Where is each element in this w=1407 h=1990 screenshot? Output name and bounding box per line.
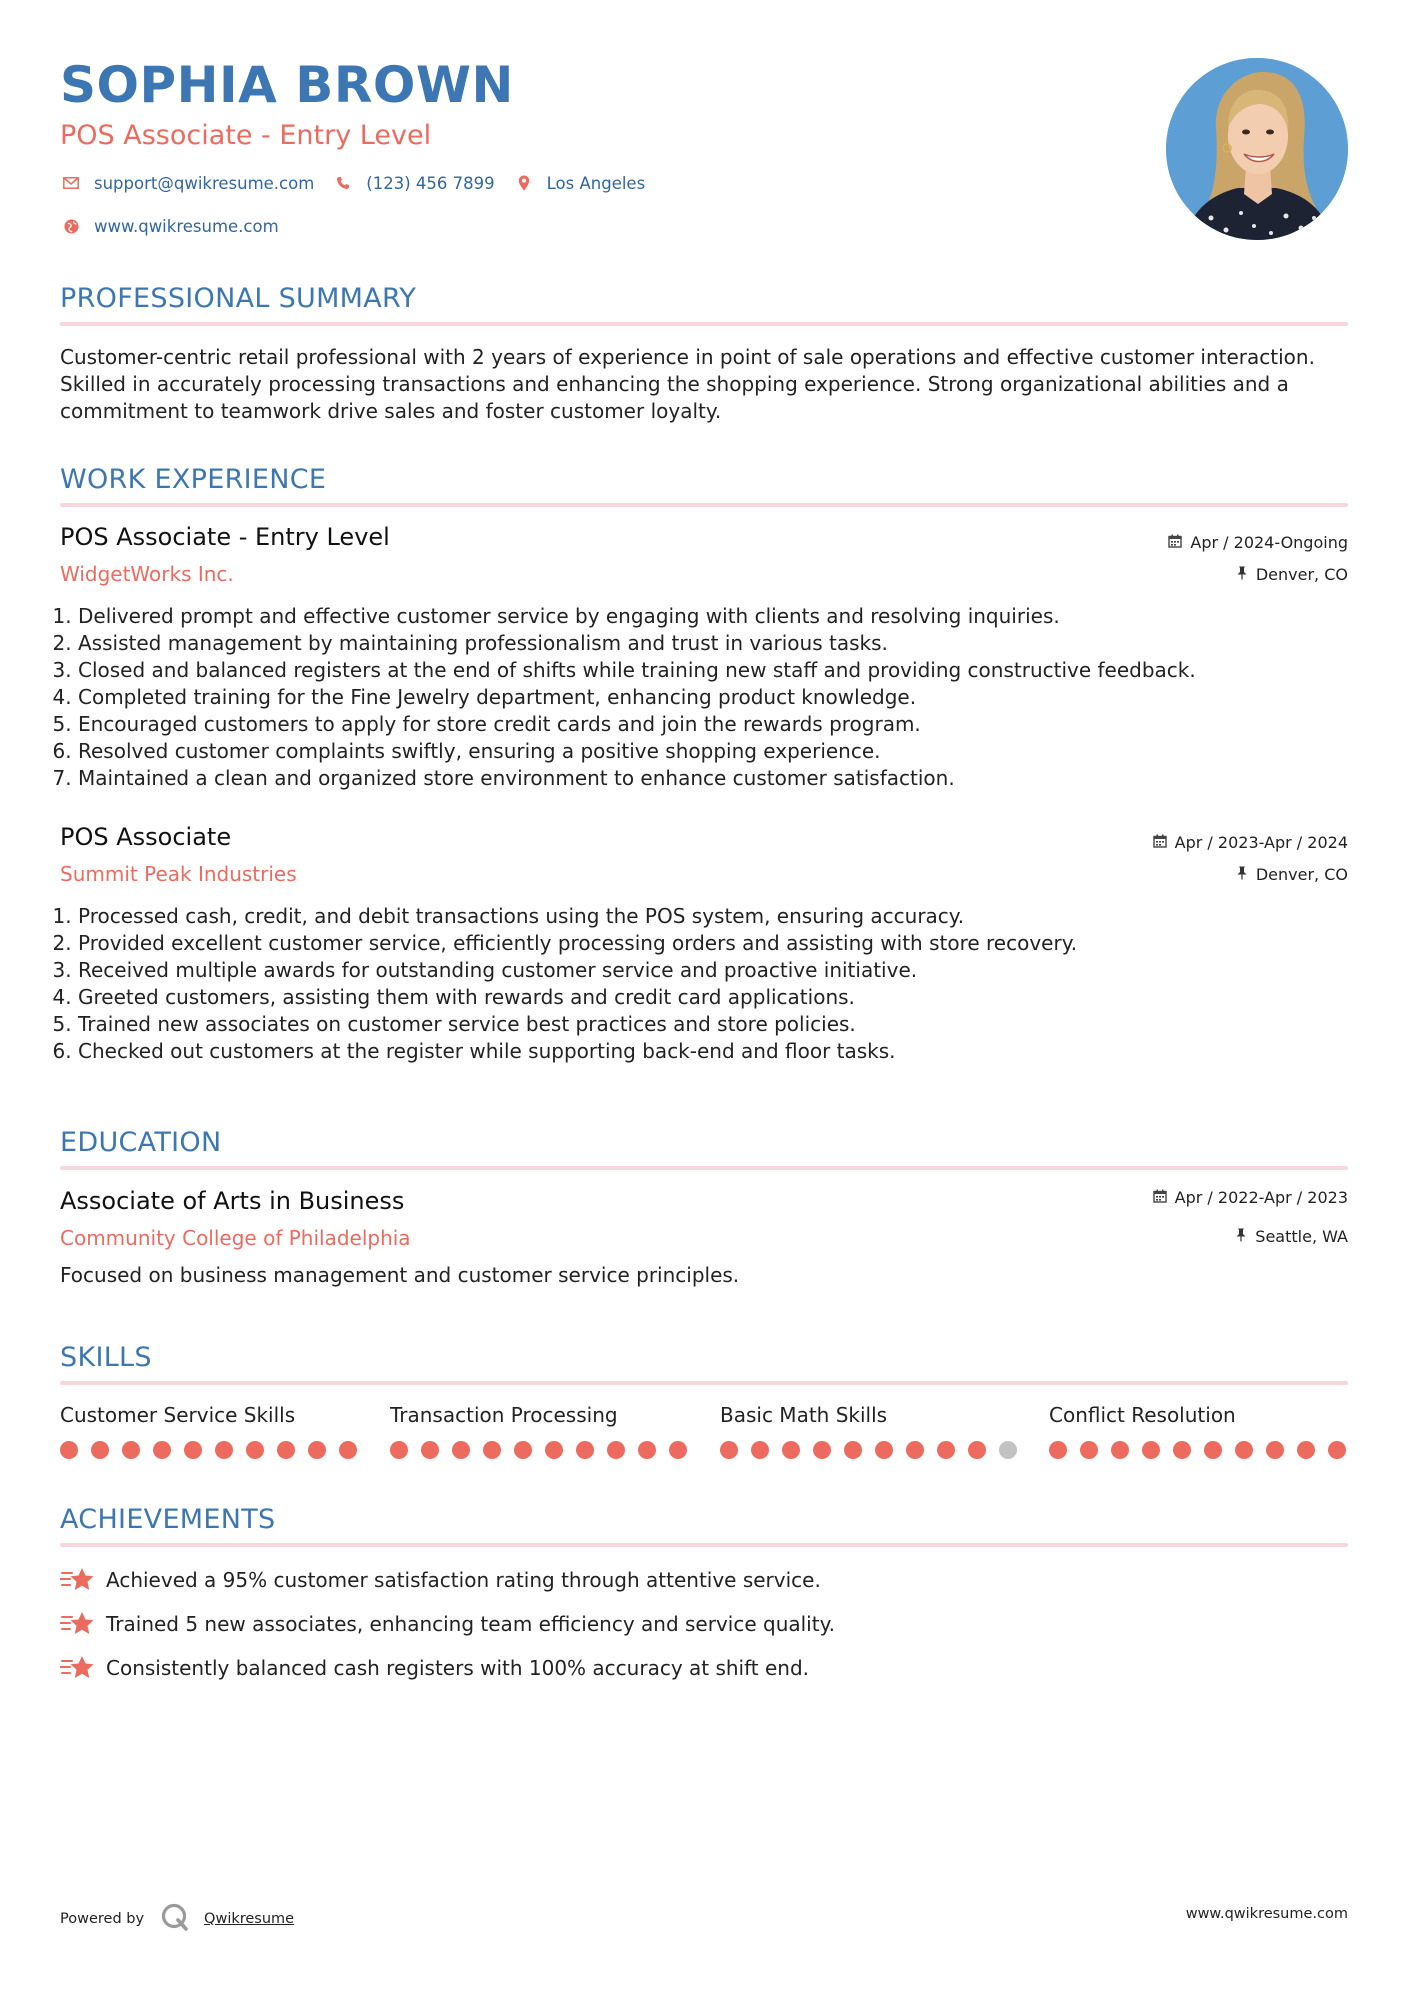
list-item: 4. Greeted customers, assisting them with rewards and credit card applications. xyxy=(78,984,1348,1011)
rating-dot-filled xyxy=(607,1441,625,1459)
skill-label: Transaction Processing xyxy=(390,1403,618,1427)
rating-dot-filled xyxy=(813,1441,831,1459)
summary-heading: PROFESSIONAL SUMMARY xyxy=(60,283,417,314)
achievements-section-header xyxy=(60,1504,1348,1547)
list-item: 2. Provided excellent customer service, efficiently processing orders and assisting with store recovery. xyxy=(78,930,1348,957)
rating-dot-filled xyxy=(782,1441,800,1459)
rating-dot-filled xyxy=(215,1441,233,1459)
rating-dot-filled xyxy=(669,1441,687,1459)
calendar-icon xyxy=(1153,1189,1167,1207)
location-text: Los Angeles xyxy=(546,173,646,193)
shooting-star-icon xyxy=(60,1653,96,1683)
list-item: 1. Processed cash, credit, and debit transactions using the POS system, ensuring accuracy. xyxy=(78,903,1348,930)
summary-text: Customer-centric retail professional with 2 years of experience in point of sale operations and effective customer interaction. Skilled in accurately processing transactions and enhancing the shopping experience. Strong organizational abilities and a commitment to teamwork drive sales and foster customer loyalty. xyxy=(60,345,1315,423)
list-item: 3. Received multiple awards for outstanding customer service and proactive initiative. xyxy=(78,957,1348,984)
dates-text: Apr / 2022-Apr / 2023 xyxy=(1174,1188,1348,1207)
rating-dot-filled xyxy=(514,1441,532,1459)
skill-label: Customer Service Skills xyxy=(60,1403,296,1427)
dates-text: Apr / 2023-Apr / 2024 xyxy=(1174,833,1348,852)
job-bullet-list xyxy=(60,903,1348,1065)
rating-dot-filled xyxy=(968,1441,986,1459)
list-item: 7. Maintained a clean and organized store environment to enhance customer satisfaction. xyxy=(78,765,1348,792)
section-divider xyxy=(60,1166,1348,1170)
section-divider xyxy=(60,1381,1348,1385)
rating-dot-filled xyxy=(1049,1441,1067,1459)
rating-dot-filled xyxy=(937,1441,955,1459)
rating-dot-filled xyxy=(390,1441,408,1459)
rating-dot-empty xyxy=(999,1441,1017,1459)
job-location xyxy=(1236,565,1348,584)
candidate-name: SOPHIA BROWN xyxy=(60,56,514,114)
rating-dot-filled xyxy=(421,1441,439,1459)
rating-dot-filled xyxy=(184,1441,202,1459)
rating-dot-filled xyxy=(122,1441,140,1459)
job-company: Summit Peak Industries xyxy=(60,862,297,886)
pushpin-icon xyxy=(1236,866,1248,884)
skill-item xyxy=(390,1403,690,1427)
experience-section-header xyxy=(60,464,1348,507)
rating-dot-filled xyxy=(1173,1441,1191,1459)
rating-dot-filled xyxy=(1111,1441,1129,1459)
shooting-star-icon xyxy=(60,1609,96,1639)
qwikresume-link[interactable]: Qwikresume xyxy=(204,1911,295,1927)
list-item: 4. Completed training for the Fine Jewelry department, enhancing product knowledge. xyxy=(78,684,1348,711)
location-text: Seattle, WA xyxy=(1255,1227,1348,1246)
achievement-text: Consistently balanced cash registers with 100% accuracy at shift end. xyxy=(106,1656,810,1680)
job-title: POS Associate - Entry Level xyxy=(60,523,390,551)
education-dates xyxy=(1153,1188,1348,1207)
rating-dot-filled xyxy=(545,1441,563,1459)
rating-dot-filled xyxy=(1328,1441,1346,1459)
education-location xyxy=(1235,1227,1348,1246)
rating-dot-filled xyxy=(720,1441,738,1459)
phone-text: (123) 456 7899 xyxy=(366,173,495,193)
rating-dot-filled xyxy=(1297,1441,1315,1459)
contact-row xyxy=(60,172,663,194)
skill-rating xyxy=(1049,1441,1346,1459)
rating-dot-filled xyxy=(875,1441,893,1459)
list-item: 6. Checked out customers at the register while supporting back-end and floor tasks. xyxy=(78,1038,1348,1065)
rating-dot-filled xyxy=(339,1441,357,1459)
rating-dot-filled xyxy=(483,1441,501,1459)
rating-dot-filled xyxy=(60,1441,78,1459)
skill-item xyxy=(60,1403,360,1427)
profile-photo xyxy=(1166,58,1348,240)
skill-item xyxy=(1049,1403,1349,1427)
achievement-text: Trained 5 new associates, enhancing team efficiency and service quality. xyxy=(106,1612,835,1636)
list-item: 5. Encouraged customers to apply for store credit cards and join the rewards program. xyxy=(78,711,1348,738)
website-text: www.qwikresume.com xyxy=(94,216,279,236)
location-text: Denver, CO xyxy=(1255,865,1348,884)
skills-heading: SKILLS xyxy=(60,1342,152,1373)
section-divider xyxy=(60,322,1348,326)
contact-location xyxy=(513,172,646,194)
rating-dot-filled xyxy=(1235,1441,1253,1459)
skill-rating xyxy=(60,1441,357,1459)
list-item: 1. Delivered prompt and effective customer service by engaging with clients and resolving inquiries. xyxy=(78,603,1348,630)
rating-dot-filled xyxy=(906,1441,924,1459)
achievement-item xyxy=(60,1653,809,1683)
rating-dot-filled xyxy=(1080,1441,1098,1459)
rating-dot-filled xyxy=(1266,1441,1284,1459)
job-company: WidgetWorks Inc. xyxy=(60,562,234,586)
calendar-icon xyxy=(1153,834,1167,852)
pushpin-icon xyxy=(1236,566,1248,584)
contact-phone[interactable] xyxy=(332,172,494,194)
rating-dot-filled xyxy=(246,1441,264,1459)
list-item: 3. Closed and balanced registers at the end of shifts while training new staff and providing constructive feedback. xyxy=(78,657,1348,684)
skill-item xyxy=(720,1403,1020,1427)
achievements-heading: ACHIEVEMENTS xyxy=(60,1504,276,1535)
section-divider xyxy=(60,503,1348,507)
candidate-title: POS Associate - Entry Level xyxy=(60,120,432,151)
job-dates xyxy=(1153,833,1348,852)
achievement-item xyxy=(60,1609,835,1639)
footer-url[interactable]: www.qwikresume.com xyxy=(1185,1906,1348,1922)
job-location xyxy=(1236,865,1348,884)
qwikresume-logo-icon xyxy=(160,1902,190,1936)
skill-label: Basic Math Skills xyxy=(720,1403,888,1427)
globe-icon xyxy=(60,215,82,237)
experience-heading: WORK EXPERIENCE xyxy=(60,464,327,495)
rating-dot-filled xyxy=(153,1441,171,1459)
rating-dot-filled xyxy=(308,1441,326,1459)
rating-dot-filled xyxy=(751,1441,769,1459)
powered-by-label: Powered by xyxy=(60,1911,145,1927)
achievement-text: Achieved a 95% customer satisfaction rating through attentive service. xyxy=(106,1568,821,1592)
job-dates xyxy=(1168,533,1348,552)
summary-section-header xyxy=(60,283,1348,326)
rating-dot-filled xyxy=(91,1441,109,1459)
envelope-icon xyxy=(60,172,82,194)
achievement-item xyxy=(60,1565,821,1595)
skills-section-header xyxy=(60,1342,1348,1385)
rating-dot-filled xyxy=(576,1441,594,1459)
school-name: Community College of Philadelphia xyxy=(60,1226,411,1250)
education-description: Focused on business management and customer service principles. xyxy=(60,1263,740,1287)
education-heading: EDUCATION xyxy=(60,1127,222,1158)
rating-dot-filled xyxy=(638,1441,656,1459)
degree-title: Associate of Arts in Business xyxy=(60,1187,405,1215)
list-item: 5. Trained new associates on customer service best practices and store policies. xyxy=(78,1011,1348,1038)
skill-rating xyxy=(390,1441,687,1459)
list-item: 2. Assisted management by maintaining professionalism and trust in various tasks. xyxy=(78,630,1348,657)
footer-powered-by xyxy=(60,1902,294,1936)
rating-dot-filled xyxy=(1142,1441,1160,1459)
rating-dot-filled xyxy=(1204,1441,1222,1459)
rating-dot-filled xyxy=(844,1441,862,1459)
dates-text: Apr / 2024-Ongoing xyxy=(1190,533,1348,552)
calendar-icon xyxy=(1168,534,1182,552)
resume-page xyxy=(60,0,1348,1990)
phone-icon xyxy=(332,172,354,194)
rating-dot-filled xyxy=(277,1441,295,1459)
education-section-header xyxy=(60,1127,1348,1170)
pushpin-icon xyxy=(1235,1228,1247,1246)
job-bullet-list xyxy=(60,603,1348,792)
section-divider xyxy=(60,1543,1348,1547)
email-text: support@qwikresume.com xyxy=(94,173,315,193)
skill-rating xyxy=(720,1441,1017,1459)
rating-dot-filled xyxy=(452,1441,470,1459)
location-text: Denver, CO xyxy=(1255,565,1348,584)
skill-label: Conflict Resolution xyxy=(1049,1403,1236,1427)
contact-email[interactable] xyxy=(60,172,314,194)
job-title: POS Associate xyxy=(60,823,232,851)
shooting-star-icon xyxy=(60,1565,96,1595)
map-pin-icon xyxy=(513,172,535,194)
contact-row-website xyxy=(60,215,297,237)
contact-website[interactable] xyxy=(60,215,279,237)
list-item: 6. Resolved customer complaints swiftly, ensuring a positive shopping experience. xyxy=(78,738,1348,765)
